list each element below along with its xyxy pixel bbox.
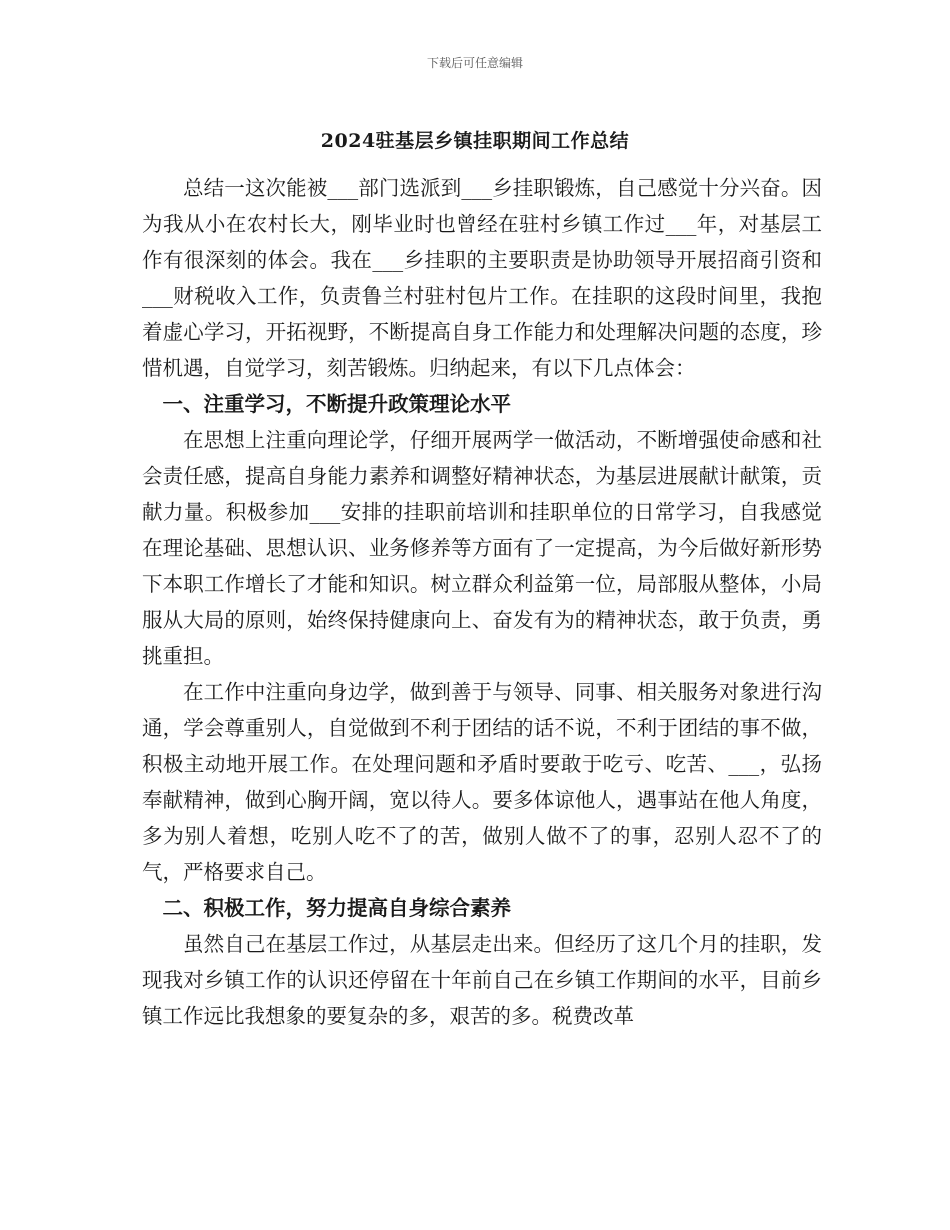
paragraph: 虽然自己在基层工作过，从基层走出来。但经历了这几个月的挂职，发现我对乡镇工作的认识还停留在十年前自己在乡镇工作期间的水平，目前乡镇工作远比我想象的要复杂的多，艰苦的多。税费改革 — [142, 932, 822, 1028]
paragraph: 在思想上注重向理论学，仔细开展两学一做活动，不断增强使命感和社会责任感，提高自身能力素养和调整好精神状态，为基层进展献计献策，贡献力量。积极参加___安排的挂职前培训和挂职单位的日常学习，自我感觉在理论基础、思想认识、业务修养等方面有了一定提高，为今后做好新形势下本职工作增长了才能和知识。树立群众利益第一位，局部服从整体，小局服从大局的原则，始终保持健康向上、奋发有为的精神状态，敢于负责，勇挑重担。 — [142, 428, 822, 668]
header-note: 下载后可任意编辑 — [426, 56, 523, 70]
paragraph: 总结一这次能被___部门选派到___乡挂职锻炼，自己感觉十分兴奋。因为我从小在农村长大，刚毕业时也曾经在驻村乡镇工作过___年，对基层工作有很深刻的体会。我在___乡挂职的主要职责是协助领导开展招商引资和___财税收入工作，负责鲁兰村驻村包片工作。在挂职的这段时间里，我抱着虚心学习，开拓视野，不断提高自身工作能力和处理解决问题的态度，珍惜机遇，自觉学习，刻苦锻炼。归纳起来，有以下几点体会： — [142, 176, 822, 380]
document-title: 2024驻基层乡镇挂职期间工作总结 — [320, 130, 630, 152]
paragraph: 在工作中注重向身边学，做到善于与领导、同事、相关服务对象进行沟通，学会尊重别人，自觉做到不利于团结的话不说，不利于团结的事不做，积极主动地开展工作。在处理问题和矛盾时要敢于吃亏、吃苦、___，弘扬奉献精神，做到心胸开阔，宽以待人。要多体谅他人，遇事站在他人角度，多为别人着想，吃别人吃不了的苦，做别人做不了的事，忍别人忍不了的气，严格要求自己。 — [142, 680, 822, 884]
section-heading: 一、注重学习，不断提升政策理论水平 — [162, 392, 511, 416]
section-heading: 二、积极工作，努力提高自身综合素养 — [162, 896, 511, 920]
document-body — [142, 170, 822, 1034]
